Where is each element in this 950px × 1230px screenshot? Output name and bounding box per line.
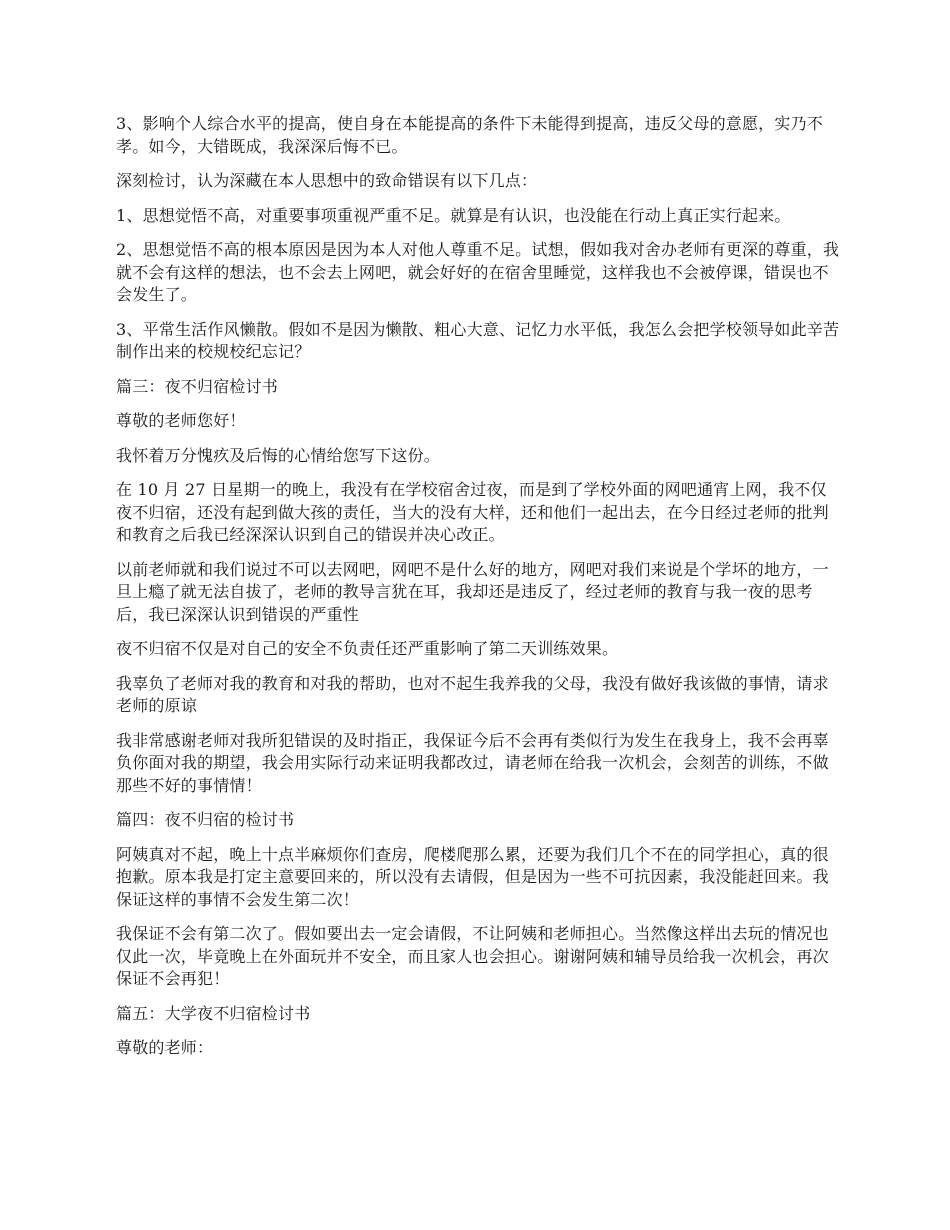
paragraph: 我辜负了老师对我的教育和对我的帮助，也对不起生我养我的父母，我没有做好我该做的事情，请求老师的原谅 <box>116 673 829 715</box>
salutation: 尊敬的老师： <box>116 1038 214 1057</box>
paragraph: 3、影响个人综合水平的提高，使自身在本能提高的条件下未能得到提高，违反父母的意愿，实乃不孝。如今，大错既成，我深深后悔不已。 <box>116 114 823 156</box>
paragraph: 以前老师就和我们说过不可以去网吧，网吧不是什么好的地方，网吧对我们来说是个学坏的地方，一旦上瘾了就无法自拔了，老师的教导言犹在耳，我却还是违反了，经过老师的教育与我一夜的思考后，我已深深认识到错误的严重性 <box>116 559 829 624</box>
paragraph: 阿姨真对不起，晚上十点半麻烦你们查房，爬楼爬那么累，还要为我们几个不在的同学担心，真的很抱歉。原本我是打定主意要回来的，所以没有去请假，但是因为一些不可抗因素，我没能赶回来。我保证这样的事情不会发生第二次！ <box>116 844 829 909</box>
section-heading: 篇三：夜不归宿检讨书 <box>116 376 279 396</box>
salutation: 尊敬的老师您好！ <box>116 411 246 430</box>
paragraph: 2、思想觉悟不高的根本原因是因为本人对他人尊重不足。试想，假如我对舍办老师有更深的尊重，我就不会有这样的想法，也不会去上网吧，就会好好的在宿舍里睡觉，这样我也不会被停课，错误也不会发生了。 <box>116 240 840 304</box>
paragraph: 我怀着万分愧疚及后悔的心情给您写下这份。 <box>116 445 441 465</box>
paragraph: 夜不归宿不仅是对自己的安全不负责任还严重影响了第二天训练效果。 <box>116 639 619 658</box>
section-heading: 篇五：大学夜不归宿检讨书 <box>116 1003 311 1023</box>
paragraph: 深刻检讨，认为深藏在本人思想中的致命错误有以下几点： <box>116 171 538 190</box>
paragraph: 在 10 月 27 日星期一的晚上，我没有在学校宿舍过夜，而是到了学校外面的网吧通宵上网，我不仅夜不归宿，还没有起到做大孩的责任，当大的没有大样，还和他们一起出去，在今日经过老师的批判和教育之后我已经深深认识到自己的错误并决心改正。 <box>116 480 829 544</box>
paragraph: 3、平常生活作风懒散。假如不是因为懒散、粗心大意、记忆力水平低，我怎么会把学校领导如此辛苦制作出来的校规校纪忘记？ <box>116 319 840 361</box>
document-page <box>116 113 840 1072</box>
paragraph: 我保证不会有第二次了。假如要出去一定会请假，不让阿姨和老师担心。当然像这样出去玩的情况也仅此一次，毕竟晚上在外面玩并不安全，而且家人也会担心。谢谢阿姨和辅导员给我一次机会，再次保证不会再犯！ <box>116 924 829 988</box>
section-heading: 篇四：夜不归宿的检讨书 <box>116 810 295 829</box>
paragraph: 我非常感谢老师对我所犯错误的及时指正，我保证今后不会再有类似行为发生在我身上，我不会再辜负你面对我的期望，我会用实际行动来证明我都改过，请老师在给我一次机会，会刻苦的训练，不做那些不好的事情情！ <box>116 730 829 795</box>
paragraph: 1、思想觉悟不高，对重要事项重视严重不足。就算是有认识，也没能在行动上真正实行起来。 <box>116 205 791 225</box>
